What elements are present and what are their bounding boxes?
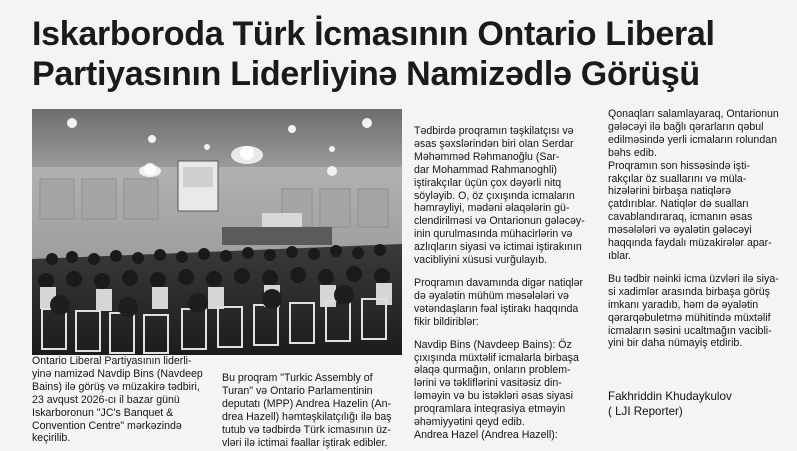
text-line: Andrea Hazel (Andrea Hazell): [414,428,558,441]
text-line: hizələrini birbaşa natiqlərə [608,185,732,198]
text-line: edilməsində yerli icmaların rolundan [608,133,777,146]
caption-line: Convention Centre" mərkəzində [32,419,182,432]
text-line: Məhəmməd Rəhmanoğlu (Sar- [414,150,560,163]
text-line: vətəndaşların fəal iştirakı haqqında [414,302,579,315]
text-line: yini bir daha nümayiş etdirib. [608,337,743,350]
text-line: əlaqə qurmağın, onların problem- [414,364,571,377]
event-photo [32,109,402,355]
text-line: si xadimlər arasında birbaşa görüş [608,285,770,298]
paragraph [414,339,586,442]
text-line: dar Mohammad Rahmanoghli) [414,163,558,176]
text-line: məsələləri və əyalətin gələcəyi [608,224,752,237]
author-organization: ( LJI Reporter) [608,404,683,418]
text-line: əhəmiyyətini qeyd edib. [414,416,525,429]
text-line: Turan" və Ontario Parlamentinin [222,384,373,397]
author-name: Fakhriddin Khudaykulov [608,390,732,403]
text-line: Bu tədbir nəinki icma üzvləri ilə siya- [608,272,779,285]
text-line: vacibliyini xüsusi vurğulayıb. [414,254,548,267]
text-line: həmrəyliyi, mədəni əlaqələrin gü- [414,202,570,215]
text-line: inin qurulmasında mühacirlərin və [414,228,573,241]
text-line: Navdip Bins (Navdeep Bains): Öz [414,338,572,351]
paragraph [608,273,790,350]
caption-line: 23 avqust 2026-cı il bazar günü [32,393,180,406]
headline-line-2: Partiyasının Liderliyinə Namizədlə Görüşü [32,55,700,93]
author-signature [608,390,790,419]
text-line: icmaların səsini ucaltmağın vacibli- [608,324,772,337]
article-column-4 [608,108,790,350]
text-line: lərini və təkliflərini vasitəsiz din- [414,377,562,390]
text-line: imkanı yaradıb, həm də əyalətin [608,298,759,311]
caption-line: Bains) ilə görüş və müzakirə tədbiri, [32,380,200,393]
text-line: tutub və tədbirdə Türk icmasının üz- [222,423,391,436]
article-column-2 [222,372,402,449]
text-line: haqqında faydalı müzakirələr apar- [608,237,772,250]
caption-line: yinə namizəd Navdip Bins (Navdeep [32,367,203,380]
text-line: Qonaqları salamlayaraq, Ontarionun [608,108,779,120]
text-line: söyləyib. O, öz çıxışında icmaların [414,189,575,202]
text-line: də əyalətin mühüm məsələləri və [414,289,569,302]
text-line: cavablandıraraq, icmanın əsas [608,211,753,224]
text-line: ləməyin və bu istəkləri əsas siyasi [414,390,573,403]
text-line: bəhs edib. [608,146,657,159]
text-line: clendirilməsi və Ontarionun gələcəy- [414,215,585,228]
paragraph [414,125,586,267]
text-line: çıxışında müxtəlif icmalarla birbaşa [414,351,579,364]
text-line: gələcəyi ilə bağlı qərarların qəbul [608,120,764,133]
text-line: qərarqəbuletmə mühitində müxtəlif [608,311,771,324]
text-line: drea Hazell) həmtəşkilatçılığı ilə baş [222,410,392,423]
text-line: Tədbirdə proqramın təşkilatçısı və [414,125,574,137]
text-line: əsas şəxslərindən biri olan Serdar [414,137,574,150]
text-line: ıblar. [608,249,631,262]
text-line: iştirakçılar üçün çox dəyərli nitq [414,176,562,189]
text-line: çatdırıblar. Natiqlər də sualları [608,198,749,211]
article-column-3 [414,125,586,442]
headline-line-1: Iskarboroda Türk İcmasının Ontario Liberal [32,15,715,53]
text-line: azlıqların siyasi və ictimai iştirakının [414,241,582,254]
text-line: deputatı (MPP) Andrea Hazelin (An- [222,397,391,410]
text-line: Bu proqram "Turkic Assembly of [222,372,373,384]
text-line: fikir bildiriblər: [414,315,479,328]
photo-caption [32,355,220,445]
caption-line: Ontario Liberal Partiyasının liderli- [32,355,192,367]
text-line: Proqramın son hissəsində işti- [608,159,750,172]
paragraph [608,108,790,263]
text-line: Proqramın davamında digər natiqlər [414,276,584,289]
caption-line: Iskarboronun "JC's Banquet & [32,406,174,419]
caption-line: keçirilib. [32,432,71,445]
text-line: vləri ilə ictimai fəallar iştirak edibler. [222,436,388,449]
article-headline [32,14,792,94]
paragraph [414,277,586,329]
text-line: proqramlara inteqrasiya etməyin [414,403,566,416]
text-line: rakçılar öz suallarını və müla- [608,172,747,185]
